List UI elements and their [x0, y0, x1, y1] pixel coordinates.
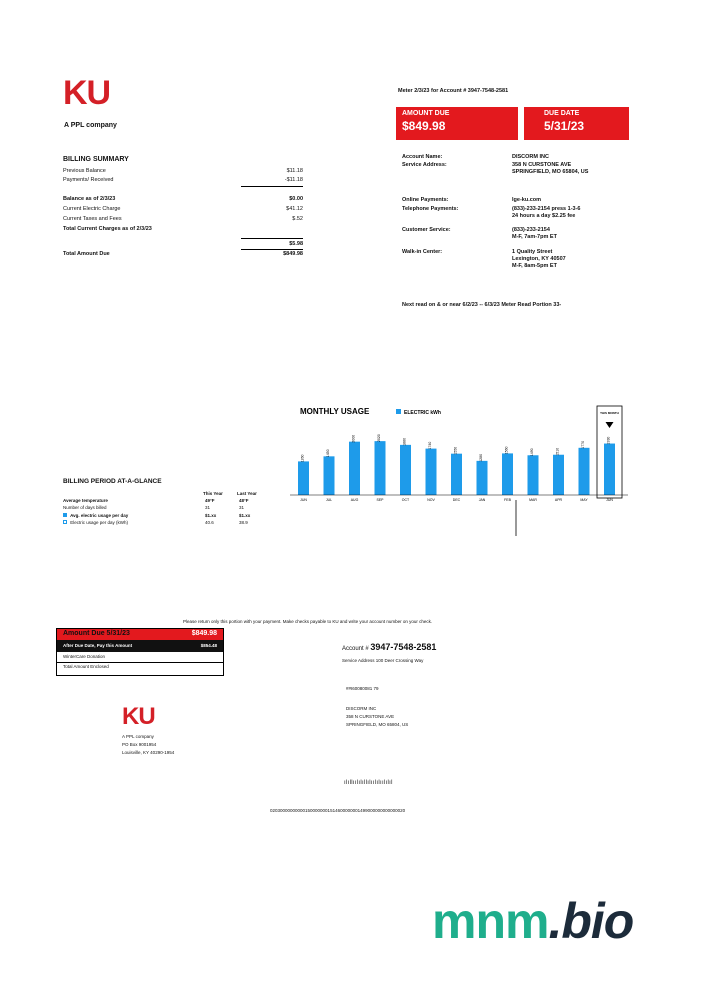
total-value: $849.98	[283, 251, 303, 257]
detail-value: (833)-233-2154 press 1-3-6 24 hours a day $2.25 fee	[512, 206, 581, 219]
stub-account-number: 3947-7548-2581	[370, 642, 437, 652]
category-label: MAY	[580, 498, 588, 502]
stub-after-value: $854.48	[200, 643, 217, 648]
brand-suffix: .bio	[548, 893, 634, 949]
glance-a: 40.6	[205, 520, 214, 525]
summary-row	[63, 216, 303, 224]
remit-po-box: PO Box 9001954	[122, 742, 157, 747]
detail-label: Service Address:	[402, 162, 447, 168]
stub-amount-due-row	[57, 629, 223, 640]
summary-subtotal-row	[63, 241, 303, 249]
due-date-value: 5/31/23	[544, 119, 585, 133]
bar-value-label: 1260	[300, 454, 305, 463]
category-label: DEC	[452, 498, 461, 502]
usage-bar	[528, 455, 539, 495]
summary-label: Current Taxes and Fees	[63, 216, 122, 222]
walk-in-center	[402, 249, 632, 279]
detail-label: Account Name:	[402, 154, 443, 160]
glance-row	[63, 498, 268, 504]
bar-value-label: 1550	[453, 446, 458, 455]
detail-value: (833)-233-2154 M-F, 7am-7pm ET	[512, 227, 557, 240]
stub-enclosed: Total Amount Enclosed	[63, 664, 109, 669]
glance-row	[63, 520, 268, 526]
detail-label: Telephone Payments:	[402, 206, 459, 212]
summary-subtotal: $5.98	[289, 241, 303, 247]
summary-value: $0.00	[289, 196, 303, 202]
glance-label: Number of days billed	[63, 505, 107, 510]
usage-bar	[426, 449, 437, 495]
stub-wintercare: WinterCare Donation	[63, 654, 106, 659]
remit-city: Louisville, KY 40290-1954	[122, 750, 175, 755]
glance-title: BILLING PERIOD AT-A-GLANCE	[63, 478, 162, 485]
detail-value: 358 N CURSTONE AVE SPRINGFIELD, MO 65804, US	[512, 162, 589, 175]
glance-a: $1.xx	[205, 513, 217, 518]
glance-b: 48°F	[239, 498, 249, 503]
summary-label: Payments/ Received	[63, 177, 114, 183]
bar-value-label: 1450	[326, 449, 330, 458]
stub-account-label: Account #	[342, 646, 369, 652]
bar-value-label: 2020	[377, 434, 381, 443]
category-label: MAR	[529, 498, 537, 502]
bar-value-label: 1880	[402, 437, 407, 446]
summary-label: Balance as of 2/3/23	[63, 196, 116, 202]
stub-mail-address1: 358 N CURSTONE AVE	[346, 714, 395, 719]
summary-row	[63, 196, 303, 204]
amount-due-value: $849.98	[402, 119, 446, 133]
summary-row	[63, 177, 303, 185]
glance-row	[63, 505, 268, 511]
stub-account-line	[342, 642, 436, 652]
stub-mail-address2: SPRINGFIELD, MO 65804, US	[346, 722, 409, 727]
summary-label: Current Electric Charge	[63, 206, 121, 212]
category-label: FEB	[504, 498, 511, 502]
glance-label: Avg. electric usage per day	[70, 513, 129, 518]
summary-label: Total Current Charges as of 2/3/23	[63, 226, 152, 232]
current-month-label: THIS MONTH	[600, 411, 619, 415]
glance-b: 31	[239, 505, 245, 510]
amount-due-label: AMOUNT DUE	[402, 110, 450, 117]
category-label: AUG	[350, 498, 359, 502]
bar-value-label: 1280	[479, 453, 483, 462]
company-tagline: A PPL company	[64, 122, 117, 129]
bar-value-label: 1560	[504, 446, 509, 455]
ocr-scan-line: 020300000000001500000001514600000001499000000000000020	[270, 808, 406, 813]
billing-summary-title: BILLING SUMMARY	[63, 156, 129, 163]
usage-bar	[477, 461, 488, 495]
total-amount-row	[63, 251, 303, 259]
divider	[241, 249, 303, 250]
postal-barcode: ılıllıılılıllılıılılıılılıl	[344, 780, 393, 786]
bar-value-label: 1770	[581, 440, 585, 449]
usage-bar	[324, 456, 335, 495]
bar-value-label: 1740	[428, 441, 432, 450]
category-label: JAN	[478, 498, 486, 502]
total-label: Total Amount Due	[63, 251, 110, 257]
usage-bar	[400, 445, 411, 495]
usage-bar	[502, 453, 513, 495]
stub-amount-due-value: $849.98	[191, 630, 217, 637]
stub-scan-code: ##I60080081 79	[346, 686, 379, 691]
summary-label: Previous Balance	[63, 168, 106, 174]
usage-bar	[579, 448, 590, 495]
account-header: Meter 2/3/23 for Account # 3947-7548-2581	[398, 88, 509, 94]
stub-amount-due-label: Amount Due 5/31/23	[63, 630, 130, 637]
detail-value: 1 Quality Street Lexington, KY 40507 M-F, 8am-5pm ET	[512, 249, 566, 269]
glance-a: 31	[205, 505, 211, 510]
billing-summary	[63, 156, 303, 266]
usage-bar	[298, 461, 309, 495]
stub-instruction: Please return only this portion with your payment. Make checks payable to KU and write your account number on your check.	[183, 619, 433, 624]
stub-mail-name: DISCORM INC	[346, 706, 377, 711]
category-label: NOV	[427, 498, 435, 502]
summary-row	[63, 226, 303, 234]
glance-label: Average temperature	[63, 498, 108, 503]
category-label: JUL	[325, 498, 333, 502]
glance-b: $1.xx	[239, 513, 251, 518]
summary-row	[63, 206, 303, 214]
usage-bar	[349, 442, 360, 495]
remit-company: A PPL company	[122, 734, 154, 739]
summary-value: $11.18	[286, 168, 303, 174]
glance-col2: Last Year	[237, 491, 257, 496]
billing-glance	[63, 478, 273, 538]
glance-row	[63, 513, 268, 519]
down-arrow-icon	[606, 422, 614, 428]
bar-value-label: 1510	[555, 447, 560, 456]
category-label: OCT	[401, 498, 410, 502]
chart-title: MONTHLY USAGE	[300, 407, 370, 416]
bar-value-label: 1490	[530, 448, 534, 457]
telephone-payments	[402, 206, 632, 226]
stub-after-label: After Due Date, Pay this Amount	[63, 643, 133, 648]
category-label: APR	[554, 498, 563, 502]
summary-value: -$11.18	[284, 177, 303, 183]
bar-value-label: 1930	[606, 436, 611, 445]
usage-bar	[375, 441, 386, 495]
detail-value: lge-ku.com	[512, 197, 542, 203]
brand-main: mnm	[432, 893, 549, 949]
customer-service	[402, 227, 632, 247]
detail-label: Walk-in Center:	[402, 249, 443, 255]
summary-row	[63, 168, 303, 176]
category-label: JUN	[606, 498, 613, 502]
glance-col1: This Year	[203, 491, 223, 496]
detail-label: Online Payments:	[402, 197, 449, 203]
divider	[241, 238, 303, 239]
legend-swatch	[396, 409, 401, 414]
ku-logo: KU	[63, 74, 111, 112]
service-address	[402, 162, 632, 182]
chart-legend: ELECTRIC kWh	[404, 410, 441, 416]
glance-b: 38.9	[239, 520, 248, 525]
summary-value: $41.12	[286, 206, 303, 212]
bar-value-label: 2000	[351, 434, 356, 443]
divider	[241, 186, 303, 187]
summary-value: $.52	[292, 216, 303, 222]
detail-label: Customer Service:	[402, 227, 451, 233]
monthly-usage-chart	[280, 400, 630, 540]
usage-bar	[451, 454, 462, 495]
divider	[57, 662, 223, 663]
due-date-box	[524, 107, 629, 140]
stub-after-row	[57, 640, 223, 652]
stub-service-address: Service Address 100 Deer Crossing Way	[342, 658, 424, 663]
legend-box-icon	[63, 520, 67, 524]
glance-a: 49°F	[205, 498, 215, 503]
due-date-label: DUE DATE	[544, 110, 580, 117]
glance-label: Electric usage per day (kWh)	[70, 520, 129, 525]
category-label: SEP	[376, 498, 384, 502]
usage-bar	[553, 455, 564, 495]
stub-amount-box	[56, 628, 224, 676]
detail-value: DISCORM INC	[512, 154, 549, 160]
next-read-note: Next read on & or near 6/2/23 -- 6/3/23 Meter Read Portion 33-	[402, 302, 562, 308]
legend-box-icon	[63, 513, 67, 517]
category-label: JUN	[300, 498, 307, 502]
usage-bar	[604, 444, 615, 495]
amount-due-box	[396, 107, 518, 140]
brand-watermark	[432, 892, 633, 950]
ku-logo-stub: KU	[122, 703, 155, 730]
